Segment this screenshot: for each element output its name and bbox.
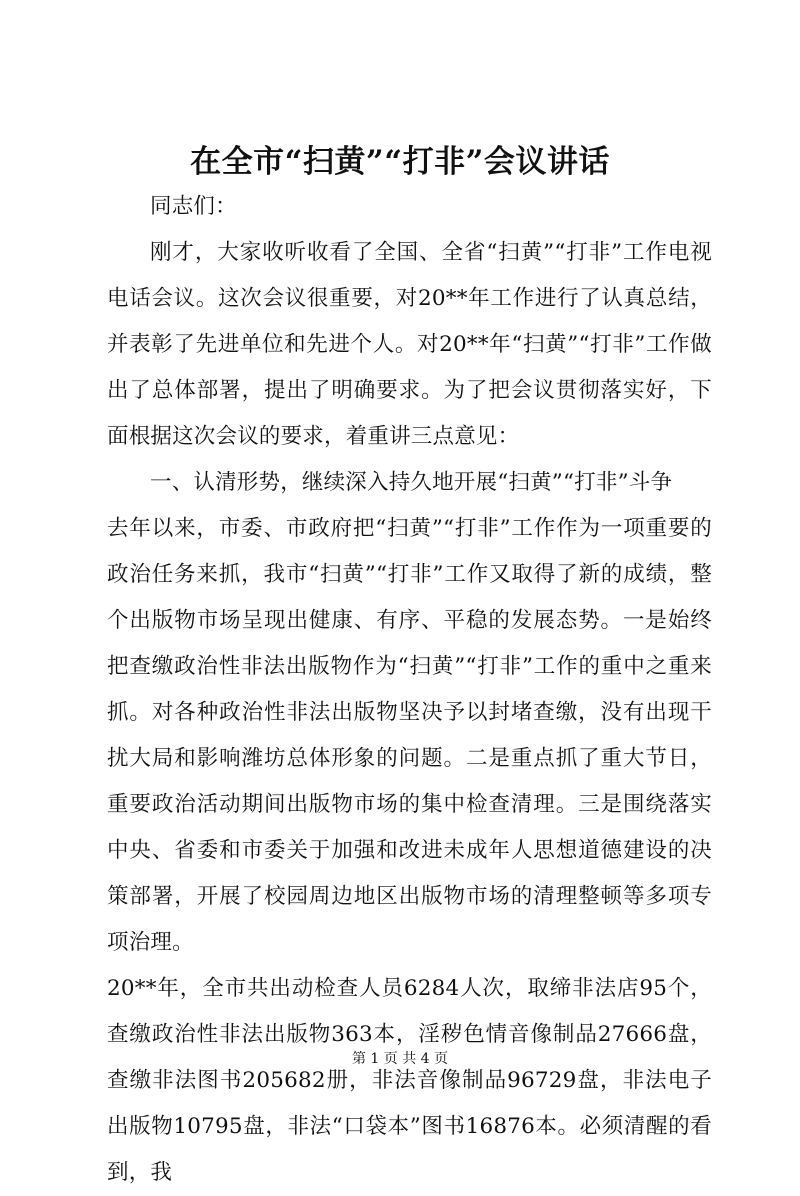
paragraph-achievements: 去年以来，市委、市政府把“扫黄”“打非”工作作为一项重要的政治任务来抓，我市“扫黄”“打非”工作又取得了新的成绩，整个出版物市场呈现出健康、有序、平稳的发展态势。一是始终把查缴政治性非法出版物作为“扫黄”“打非”工作的重中之重来抓。对各种政治性非法出版物坚决予以封堵查缴，没有出现干扰大局和影响潍坊总体形象的问题。二是重点抓了重大节日，重要政治活动期间出版物市场的集中检查清理。三是围绕落实中央、省委和市委关于加强和改进未成年人思想道德建设的决策部署，开展了校园周边地区出版物市场的清理整顿等多项专项治理。 [107, 516, 712, 955]
document-body [107, 184, 712, 1196]
paragraph-statistics: 20**年，全市共出动检查人员6284人次，取缔非法店95个，查缴政治性非法出版物363本，淫秽色情音像制品27666盘，查缴非法图书205682册，非法音像制品96729盘，非法电子出版物10795盘，非法“口袋本”图书16876本。必须清醒的看到，我 [107, 976, 712, 1185]
document-title: 在全市“扫黄”“打非”会议讲话 [190, 144, 610, 180]
salutation: 同志们： [150, 194, 237, 219]
section-heading-1: 一、认清形势，继续深入持久地开展“扫黄”“打非”斗争 [150, 470, 673, 495]
paragraph-intro: 刚才，大家收听收看了全国、全省“扫黄”“打非”工作电视电话会议。这次会议很重要，对20**年工作进行了认真总结，并表彰了先进单位和先进个人。对20**年“扫黄”“打非”工作做出了总体部署，提出了明确要求。为了把会议贯彻落实好，下面根据这次会议的要求，着重讲三点意见： [107, 240, 712, 449]
page-number-footer: 第 1 页 共 4 页 [351, 1051, 449, 1067]
